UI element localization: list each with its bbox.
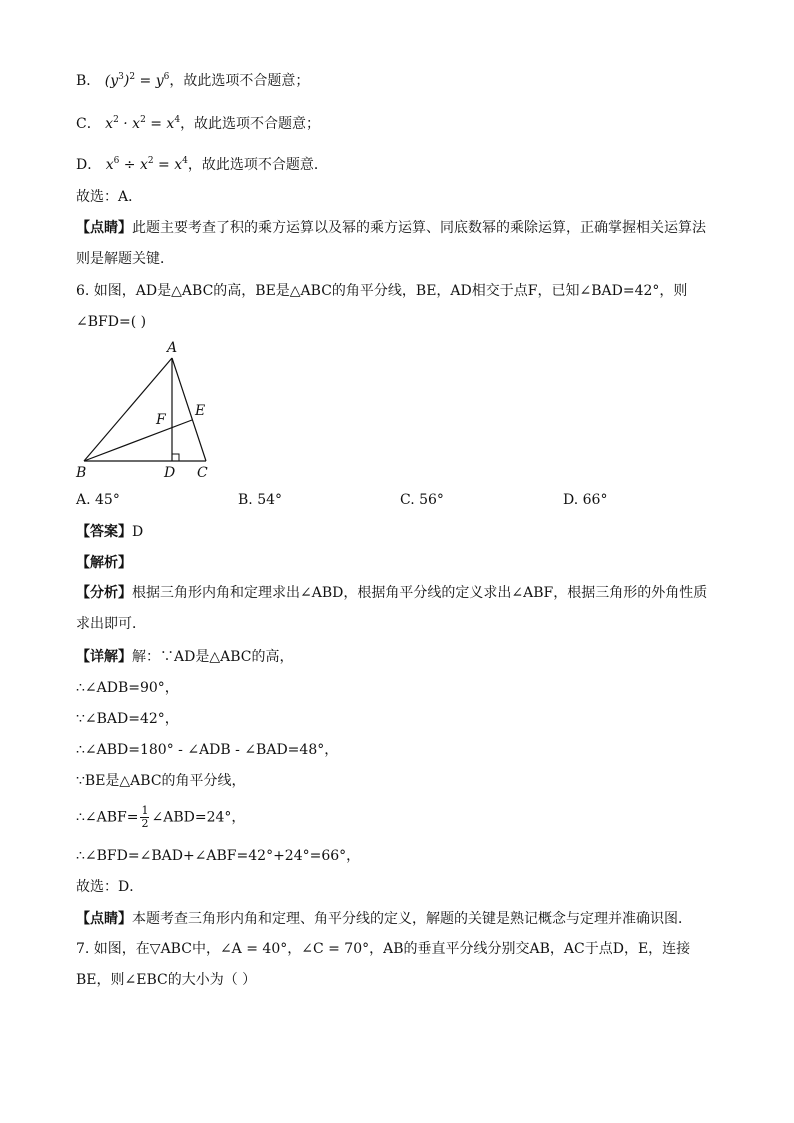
q6-analysis [76,578,716,640]
label-f: F [156,412,166,428]
q6-choice: 故选：D． [76,879,144,895]
label-e: E [195,403,206,419]
label-b: B [76,465,87,481]
option-d-prev: D． $x^6 \div x^2 = x^4$，故此选项不合题意． [76,156,328,173]
q6-answer [76,522,143,542]
prev-choice: 故选：A． [76,189,143,205]
q6-option-a: A. 45° [76,492,120,508]
label-c: C [197,465,208,481]
q6-step-2: ∵∠BAD=42°， [76,711,179,727]
side-ab [84,358,172,461]
q6-option-b: B. 54° [238,492,283,508]
comment-text: 本题考查三角形内角和定理、角平分线的定义，解题的关键是熟记概念与定理并准确识图． [132,911,692,927]
answer-value: D [132,524,144,540]
q7-stem: 7. 如图，在▽ABC中，∠A = 40°，∠C = 70°，AB的垂直平分线分别交AB，AC于点D，E，连接BE，则∠EBC的大小为（ ） [76,941,691,988]
q6-detail-first [76,647,293,667]
q6-option-d: D. 66° [563,492,608,508]
q6-stem: 6. 如图，AD是△ABC的高，BE是△ABC的角平分线，BE，AD相交于点F，已知∠BAD=42°，则∠BFD=( ) [76,283,688,330]
answer-tag: 【答案】 [76,524,132,540]
detail-tag: 【详解】 [76,649,132,665]
option-b-prev: B． $(y^3)^2 = y^6$，故此选项不合题意； [76,72,310,89]
q6-figure [74,336,224,486]
q6-option-c: C. 56° [400,492,444,508]
right-angle-mark [172,454,179,461]
option-c-prev: C． $x^2 \cdot x^2 = x^4$，故此选项不合题意； [76,115,321,132]
q6-step-frac: ∴∠ABF= $\frac{1}{2}$ ∠ABD=24°， [76,804,246,830]
prev-comment-tag: 【点睛】 [76,220,132,236]
comment-tag: 【点睛】 [76,911,132,927]
prev-comment-text: 此题主要考查了积的乘方运算以及幂的乘方运算、同底数幂的乘除运算，正确掌握相关运算法则是解题关键． [76,220,706,267]
detail-first-text: 解：∵AD是△ABC的高， [132,649,294,665]
bisector-be [84,420,192,461]
q6-comment [76,909,692,929]
label-a: A [167,340,178,356]
prev-comment [76,213,716,275]
fraction-half: $\frac{1}{2}$ [141,804,149,830]
q6-step-last: ∴∠BFD=∠BAD+∠ABF=42°+24°=66°， [76,848,361,864]
q6-step-3: ∴∠ABD=180° - ∠ADB - ∠BAD=48°， [76,742,339,758]
q6-step-4: ∵BE是△ABC的角平分线， [76,773,246,789]
q6-analysis-tag: 【解析】 [76,555,132,571]
analysis-tag: 【分析】 [76,585,132,601]
q6-step-1: ∴∠ADB=90°， [76,680,179,696]
label-d: D [164,465,176,481]
analysis-text: 根据三角形内角和定理求出∠ABD，根据角平分线的定义求出∠ABF，根据三角形的外角性质求出即可． [76,585,708,632]
